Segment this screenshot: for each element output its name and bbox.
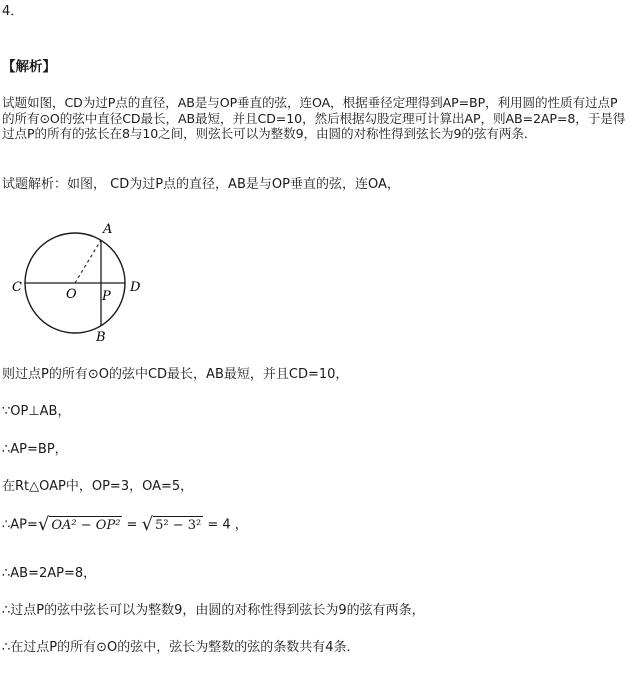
radical-sign: √ <box>37 514 50 535</box>
segment-oa <box>75 240 101 283</box>
step-7: ∴过点P的弦中弦长可以为整数9，由圆的对称性得到弦长为9的弦有两条， <box>2 603 425 618</box>
label-c: C <box>12 280 22 295</box>
sqrt-numeric <box>142 516 204 534</box>
label-o: O <box>66 287 77 302</box>
step-8: ∴在过点P的所有⊙O的弦中，弦长为整数的弦的条数共有4条． <box>2 640 360 655</box>
intro-paragraph: 试题如图，CD为过P点的直径，AB是与OP垂直的弦，连OA，根据垂径定理得到AP=BP，利用圆的性质有过点P的所有⊙O的弦中直径CD最长，AB最短，并且CD=10，然后根据勾股定理可计算出AP，则AB=2AP=8，于是得过点P的所有的弦长在8与10之间，则弦长可以为整数9，由圆的对称性得到弦长为9的弦有两条． <box>2 95 626 141</box>
radical-sign: √ <box>141 514 154 535</box>
solution-intro: 试题解析：如图， CD为过P点的直径，AB是与OP垂直的弦，连OA， <box>2 177 400 192</box>
problem-number: 4． <box>2 4 24 19</box>
radicand-oa-op: OA² − OP² <box>51 518 121 533</box>
circle-diagram <box>0 210 160 350</box>
radicand-numeric: 5² − 3² <box>155 518 202 533</box>
sqrt-oa-op <box>38 516 123 534</box>
step-2: ∵OP⊥AB， <box>2 404 71 419</box>
label-d: D <box>130 280 141 295</box>
label-b: B <box>96 330 106 345</box>
step-6: ∴AB=2AP=8， <box>2 566 97 581</box>
step-4: 在Rt△OAP中，OP=3，OA=5， <box>2 479 194 494</box>
step-3: ∴AP=BP， <box>2 442 68 457</box>
step-5-equals-1: = <box>122 517 142 533</box>
section-heading: 【解析】 <box>2 59 56 75</box>
step-5-equals-2: = 4 ， <box>203 517 248 533</box>
step-5-formula <box>2 516 248 534</box>
step-5-prefix: ∴AP= <box>2 517 38 533</box>
label-a: A <box>103 222 113 237</box>
label-p: P <box>102 289 111 304</box>
step-1: 则过点P的所有⊙O的弦中CD最长，AB最短，并且CD=10， <box>2 367 349 382</box>
